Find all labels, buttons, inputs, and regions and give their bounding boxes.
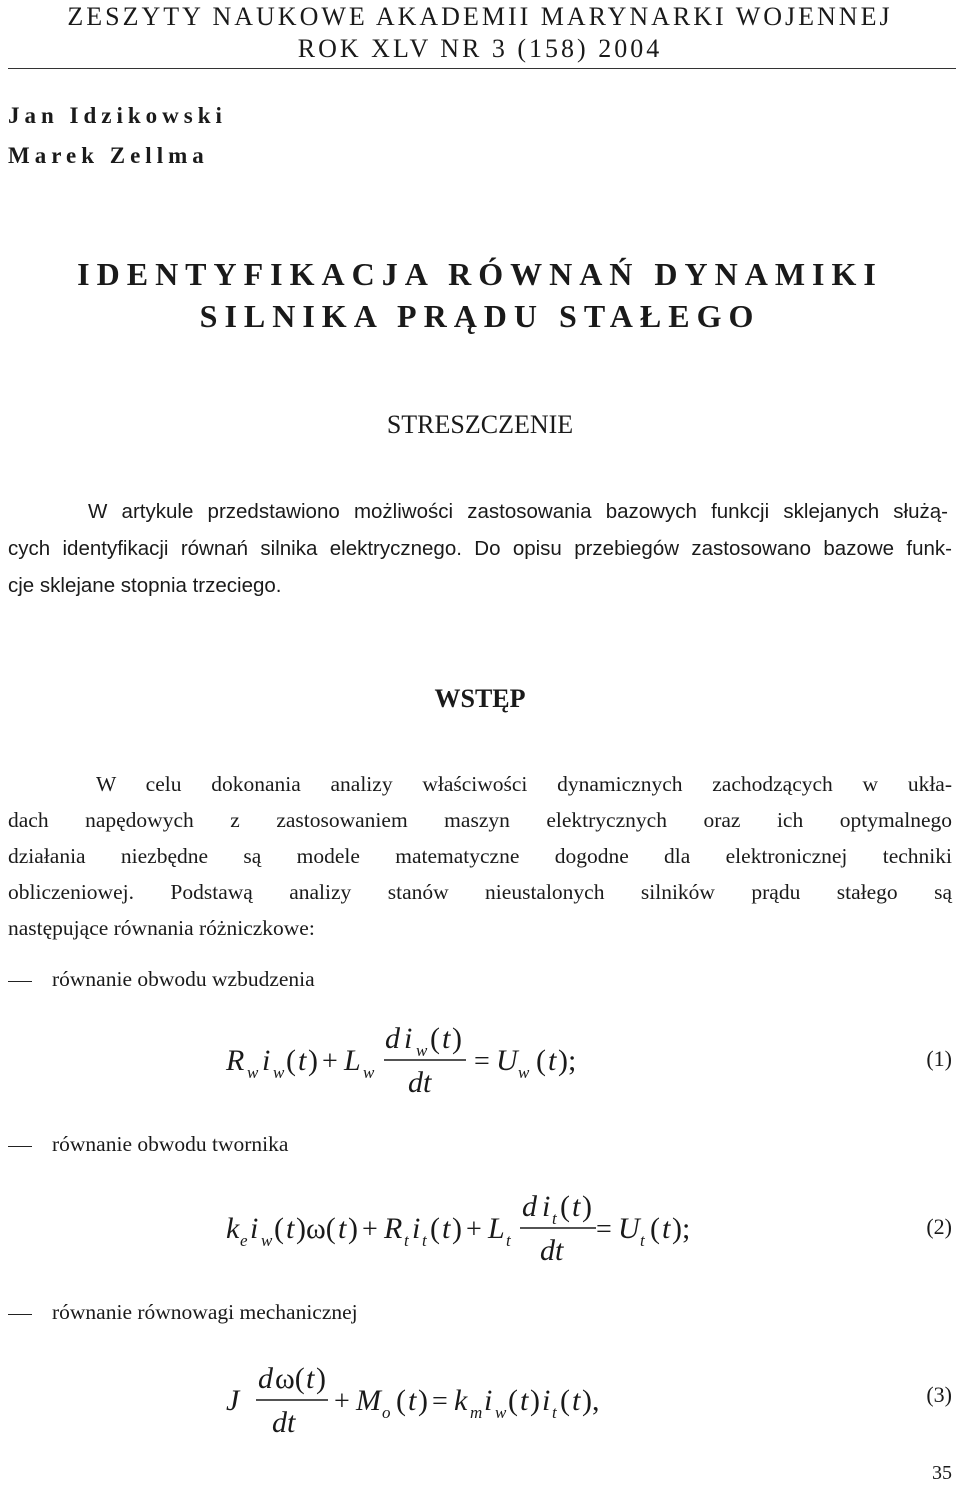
svg-text:w: w <box>518 1063 530 1082</box>
svg-text:w: w <box>495 1403 507 1422</box>
svg-text:t: t <box>520 1384 529 1417</box>
svg-text:),: ), <box>582 1384 600 1417</box>
svg-text:dt: dt <box>408 1066 432 1099</box>
svg-text:dt: dt <box>272 1406 296 1439</box>
svg-text:t: t <box>572 1384 581 1417</box>
svg-text:+: + <box>466 1214 482 1245</box>
svg-text:i: i <box>484 1384 493 1417</box>
equation-3-label: równanie równowagi mechanicznej <box>52 1300 358 1324</box>
svg-text:i: i <box>404 1022 413 1055</box>
author-2: Marek Zellma <box>8 143 209 168</box>
svg-text:t: t <box>662 1212 671 1245</box>
svg-text:): ) <box>452 1212 462 1245</box>
svg-text:(: ( <box>396 1384 406 1417</box>
intro-heading: WSTĘP <box>434 684 526 713</box>
svg-text:=: = <box>474 1046 490 1077</box>
svg-text:t: t <box>506 1231 511 1250</box>
journal-issue: ROK XLV NR 3 (158) 2004 <box>297 34 663 63</box>
svg-text:i: i <box>542 1384 551 1417</box>
svg-text:i: i <box>412 1212 421 1245</box>
svg-text:i: i <box>262 1044 271 1077</box>
svg-text:=: = <box>596 1214 612 1245</box>
svg-text:t: t <box>640 1231 645 1250</box>
svg-text:(: ( <box>650 1212 660 1245</box>
svg-text:+: + <box>322 1046 338 1077</box>
svg-text:U: U <box>496 1044 518 1077</box>
svg-text:R: R <box>226 1044 245 1077</box>
svg-text:w: w <box>363 1063 375 1082</box>
equation-2 <box>222 1188 742 1268</box>
svg-text:)ω(: )ω( <box>296 1212 336 1245</box>
svg-text:J: J <box>226 1384 240 1417</box>
svg-text:t: t <box>298 1044 307 1077</box>
svg-text:t: t <box>408 1384 417 1417</box>
equation-1 <box>220 1020 740 1100</box>
author-1: Jan Idzikowski <box>8 103 227 128</box>
svg-text:);: ); <box>672 1212 691 1245</box>
svg-text:i: i <box>250 1212 259 1245</box>
svg-text:t: t <box>552 1403 557 1422</box>
svg-text:): ) <box>308 1044 318 1077</box>
svg-text:k: k <box>226 1212 240 1245</box>
svg-text:): ) <box>452 1022 462 1055</box>
svg-text:ω(: ω( <box>275 1362 305 1395</box>
svg-text:(: ( <box>536 1044 546 1077</box>
intro-line-2: dach napędowych z zastosowaniem maszyn elektrycznych oraz ich optymalnego <box>8 808 952 832</box>
equation-3 <box>220 1360 640 1440</box>
intro-line-1: W celu dokonania analizy właściwości dynamicznych zachodzących w ukła- <box>96 772 952 796</box>
svg-text:);: ); <box>558 1044 577 1077</box>
list-dash-3 <box>8 1314 32 1315</box>
svg-text:(: ( <box>560 1190 570 1223</box>
svg-text:i: i <box>542 1190 551 1223</box>
svg-text:+: + <box>362 1214 378 1245</box>
svg-text:+: + <box>334 1386 350 1417</box>
equation-2-number: (2) <box>926 1214 952 1239</box>
svg-text:): ) <box>348 1212 358 1245</box>
svg-text:o: o <box>382 1403 391 1422</box>
svg-text:w: w <box>261 1231 273 1250</box>
svg-text:t: t <box>306 1362 315 1395</box>
title-line-1: IDENTYFIKACJA RÓWNAŃ DYNAMIKI <box>77 256 883 292</box>
svg-text:t: t <box>338 1212 347 1245</box>
svg-text:): ) <box>316 1362 326 1395</box>
svg-text:d: d <box>522 1190 537 1223</box>
svg-text:M: M <box>356 1384 381 1417</box>
svg-text:(: ( <box>274 1212 284 1245</box>
abstract-heading: STRESZCZENIE <box>386 410 574 439</box>
svg-text:w: w <box>416 1041 428 1060</box>
svg-text:t: t <box>286 1212 295 1245</box>
title-line-2: SILNIKA PRĄDU STAŁEGO <box>199 298 761 334</box>
svg-text:): ) <box>582 1190 592 1223</box>
page-number: 35 <box>932 1462 952 1484</box>
svg-text:t: t <box>548 1044 557 1077</box>
header-divider <box>8 68 956 69</box>
svg-text:d: d <box>385 1022 400 1055</box>
svg-text:w: w <box>247 1063 259 1082</box>
equation-3-number: (3) <box>926 1382 952 1407</box>
svg-text:(: ( <box>560 1384 570 1417</box>
intro-line-4: obliczeniowej. Podstawą analizy stanów nieustalonych silników prądu stałego są <box>8 880 952 904</box>
svg-text:): ) <box>530 1384 540 1417</box>
svg-text:t: t <box>552 1209 557 1228</box>
svg-text:R: R <box>384 1212 403 1245</box>
list-dash-1 <box>8 981 32 982</box>
svg-text:k: k <box>454 1384 468 1417</box>
svg-text:e: e <box>240 1231 248 1250</box>
svg-text:t: t <box>572 1190 581 1223</box>
svg-text:(: ( <box>430 1212 440 1245</box>
svg-text:L: L <box>488 1212 505 1245</box>
svg-text:(: ( <box>508 1384 518 1417</box>
svg-text:t: t <box>404 1231 409 1250</box>
svg-text:U: U <box>618 1212 640 1245</box>
svg-text:t: t <box>442 1022 451 1055</box>
svg-text:t: t <box>442 1212 451 1245</box>
equation-2-label: równanie obwodu twornika <box>52 1132 289 1156</box>
svg-text:t: t <box>422 1231 427 1250</box>
journal-name: ZESZYTY NAUKOWE AKADEMII MARYNARKI WOJENNEJ <box>67 2 893 31</box>
svg-text:(: ( <box>430 1022 440 1055</box>
svg-text:): ) <box>418 1384 428 1417</box>
svg-text:dt: dt <box>540 1234 564 1267</box>
svg-text:m: m <box>470 1403 483 1422</box>
abstract-line-2: cych identyfikacji równań silnika elektrycznego. Do opisu przebiegów zastosowano bazowe funk- <box>8 537 952 560</box>
svg-text:(: ( <box>286 1044 296 1077</box>
svg-text:w: w <box>273 1063 285 1082</box>
svg-text:=: = <box>432 1386 448 1417</box>
list-dash-2 <box>8 1146 32 1147</box>
equation-1-label: równanie obwodu wzbudzenia <box>52 967 315 991</box>
abstract-line-3: cje sklejane stopnia trzeciego. <box>8 574 282 597</box>
intro-line-5: następujące równania różniczkowe: <box>8 916 315 940</box>
abstract-line-1: W artykule przedstawiono możliwości zastosowania bazowych funkcji sklejanych służą- <box>88 500 948 523</box>
intro-line-3: działania niezbędne są modele matematyczne dogodne dla elektronicznej techniki <box>8 844 952 868</box>
equation-1-number: (1) <box>926 1046 952 1071</box>
svg-text:L: L <box>344 1044 361 1077</box>
svg-text:d: d <box>258 1362 273 1395</box>
